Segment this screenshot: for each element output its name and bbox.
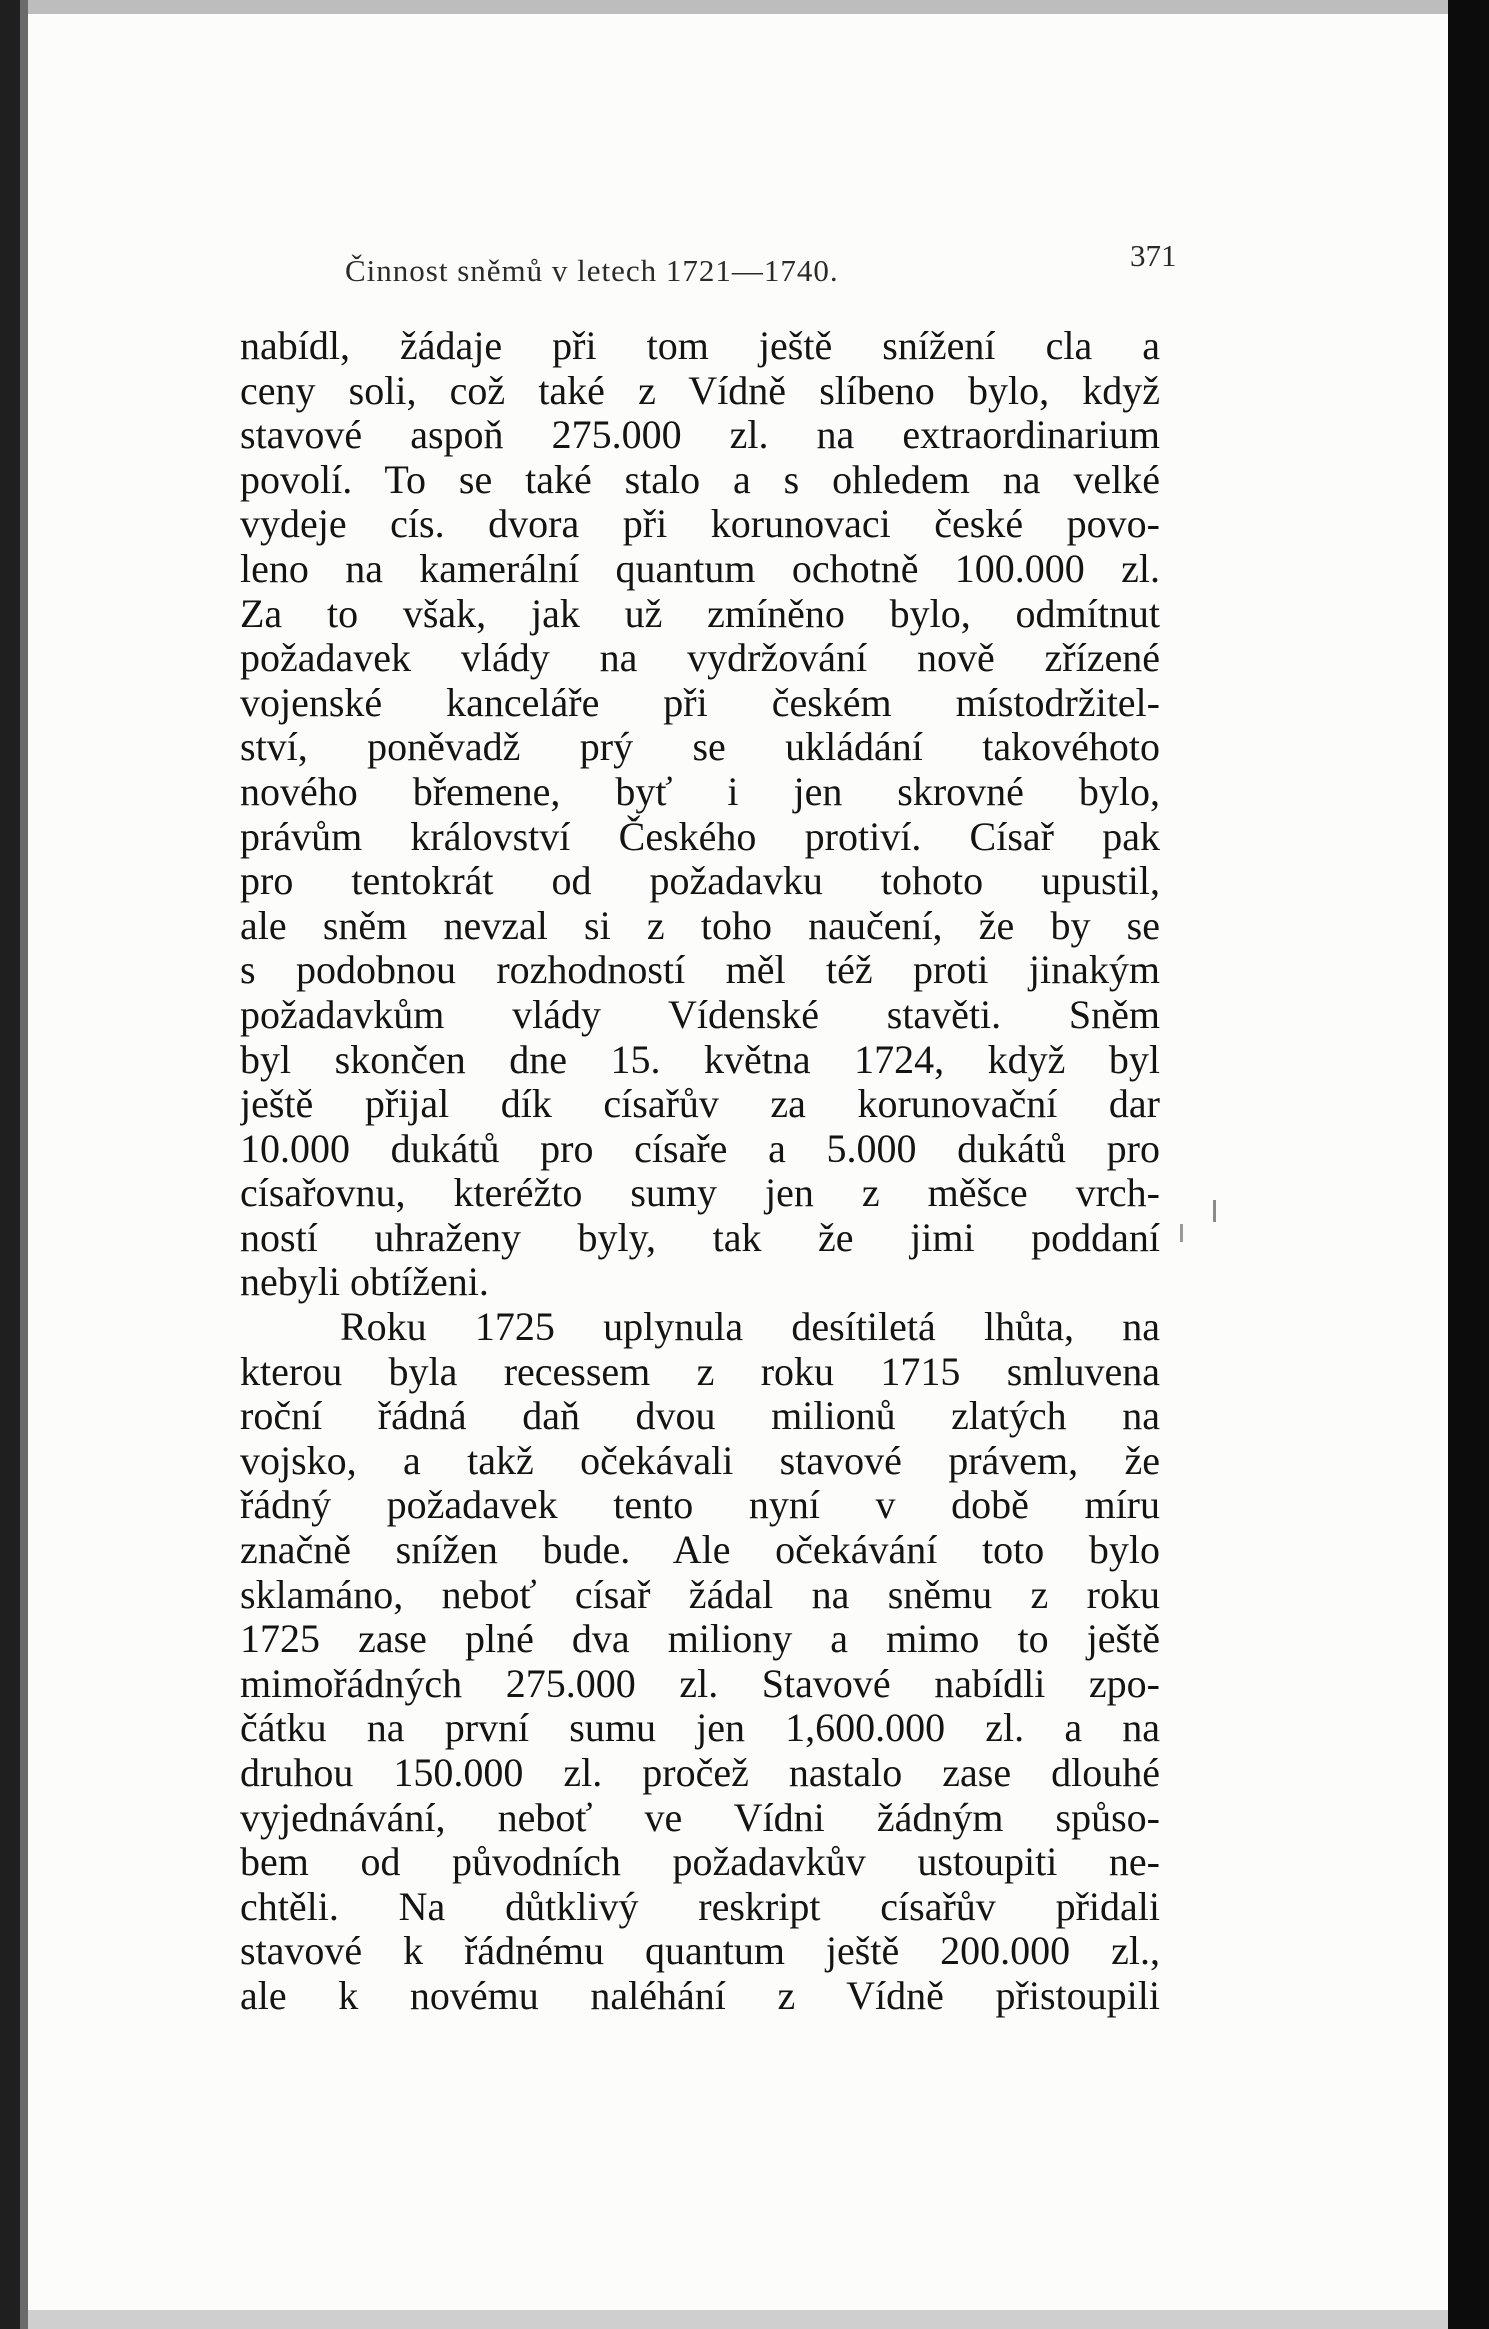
text-line: druhou 150.000 zl. pročež nastalo zase dlouhé bbox=[240, 1751, 1160, 1795]
text-line: chtěli. Na důtklivý reskript císařův přidali bbox=[240, 1884, 1160, 1929]
text-line: značně snížen bude. Ale očekávání toto bylo bbox=[240, 1528, 1160, 1573]
text-line: vyjednávání, neboť ve Vídni žádným spůso- bbox=[240, 1795, 1160, 1840]
text-line: bem od původních požadavkův ustoupiti ne- bbox=[240, 1840, 1160, 1885]
text-line: Roku 1725 uplynula desítiletá lhůta, na bbox=[340, 1305, 1160, 1350]
text-line: s podobnou rozhodností měl též proti jinakým bbox=[240, 948, 1160, 993]
text-line: povolí. To se také stalo a s ohledem na velké bbox=[240, 457, 1160, 502]
text-line: kterou byla recessem z roku 1715 smluvena bbox=[240, 1349, 1160, 1394]
text-line: vojenské kanceláře při českém místodržitel- bbox=[240, 680, 1160, 725]
text-line: právům království Českého protiví. Císař pak bbox=[240, 814, 1160, 859]
text-line: ství, poněvadž prý se ukládání takovéhoto bbox=[240, 725, 1160, 770]
text-line: 10.000 dukátů pro císaře a 5.000 dukátů pro bbox=[240, 1126, 1160, 1171]
text-line: čátku na první sumu jen 1,600.000 zl. a na bbox=[240, 1706, 1160, 1751]
text-line: ještě přijal dík císařův za korunovační dar bbox=[240, 1082, 1160, 1127]
text-line: stavové k řádnému quantum ještě 200.000 zl., bbox=[240, 1929, 1160, 1974]
page-number: 371 bbox=[1130, 238, 1177, 273]
text-line: sklamáno, neboť císař žádal na sněmu z roku bbox=[240, 1572, 1160, 1617]
text-line: byl skončen dne 15. května 1724, když byl bbox=[240, 1037, 1160, 1082]
text-line: pro tentokrát od požadavku tohoto upustil, bbox=[240, 859, 1160, 904]
text-line: roční řádná daň dvou milionů zlatých na bbox=[240, 1394, 1160, 1439]
text-line: leno na kamerální quantum ochotně 100.000 zl. bbox=[240, 546, 1160, 591]
scan-bottom-edge bbox=[28, 2310, 1448, 2329]
body-text bbox=[240, 324, 1160, 2019]
text-line: nového břemene, byť i jen skrovné bylo, bbox=[240, 769, 1160, 814]
running-title: Činnost sněmů v letech 1721—1740. bbox=[345, 253, 839, 288]
text-line: ceny soli, což také z Vídně slíbeno bylo, když bbox=[240, 368, 1160, 413]
text-line: mimořádných 275.000 zl. Stavové nabídli zpo- bbox=[240, 1661, 1160, 1706]
scan-top-edge bbox=[28, 0, 1448, 14]
text-line: ností uhraženy byly, tak že jimi poddaní bbox=[240, 1215, 1160, 1260]
text-line: stavové aspoň 275.000 zl. na extraordinarium bbox=[240, 413, 1160, 458]
text-line: nebyli obtíženi. bbox=[240, 1260, 489, 1305]
scan-left-shadow bbox=[20, 0, 28, 2329]
text-line: vydeje cís. dvora při korunovaci české povo- bbox=[240, 502, 1160, 547]
text-line: nabídl, žádaje při tom ještě snížení cla a bbox=[240, 324, 1160, 368]
text-line: požadavkům vlády Vídenské stavěti. Sněm bbox=[240, 992, 1160, 1037]
margin-mark bbox=[1213, 1200, 1216, 1222]
text-line: požadavek vlády na vydržování nově zřízené bbox=[240, 636, 1160, 681]
text-line: 1725 zase plné dva miliony a mimo to ještě bbox=[240, 1617, 1160, 1662]
text-line: Za to však, jak už zmíněno bylo, odmítnut bbox=[240, 591, 1160, 636]
text-line: vojsko, a takž očekávali stavové právem, že bbox=[240, 1438, 1160, 1483]
text-line: císařovnu, kteréžto sumy jen z měšce vrch- bbox=[240, 1171, 1160, 1216]
text-line: řádný požadavek tento nyní v době míru bbox=[240, 1483, 1160, 1528]
text-line: ale sněm nevzal si z toho naučení, že by se bbox=[240, 903, 1160, 948]
margin-mark bbox=[1180, 1224, 1183, 1242]
text-line: ale k novému naléhání z Vídně přistoupili bbox=[240, 1973, 1160, 2018]
scan-right-edge bbox=[1448, 0, 1489, 2329]
